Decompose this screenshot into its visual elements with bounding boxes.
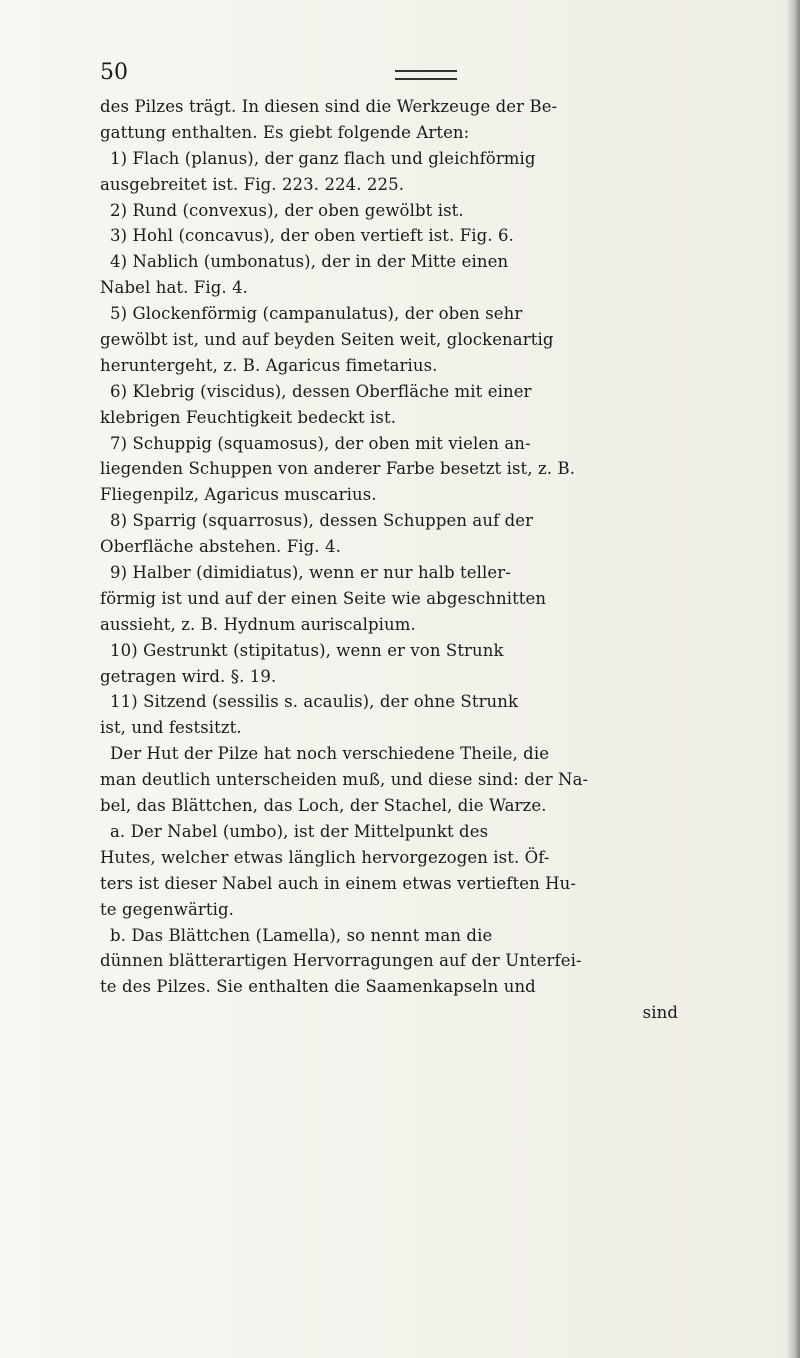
- list-item-9: 9) Halber (dimidiatus), wenn er nur halb teller-: [110, 563, 511, 583]
- text-line: liegenden Schuppen von anderer Farbe besetzt ist, z. B.: [100, 459, 576, 479]
- text-line: Fliegenpilz, Agaricus muscarius.: [100, 485, 377, 505]
- subitem-b: b. Das Blättchen (Lamella), so nennt man die: [110, 925, 493, 945]
- text-line: ausgebreitet ist. Fig. 223. 224. 225.: [100, 174, 405, 194]
- page-number: 50: [100, 60, 128, 85]
- text-line: förmig ist und auf der einen Seite wie abgeschnitten: [100, 588, 547, 608]
- list-item-7: 7) Schuppig (squamosus), der oben mit vielen an-: [110, 433, 531, 453]
- text-line: getragen wird. §. 19.: [100, 666, 277, 686]
- list-item-6: 6) Klebrig (viscidus), dessen Oberfläche mit einer: [110, 381, 532, 401]
- text-line: te gegenwärtig.: [100, 899, 234, 919]
- text-line: Oberfläche abstehen. Fig. 4.: [100, 537, 341, 557]
- text-line: Nabel hat. Fig. 4.: [100, 278, 249, 298]
- text-line: des Pilzes trägt. In diesen sind die Werkzeuge der Be-: [100, 97, 558, 116]
- text-line: gewölbt ist, und auf beyden Seiten weit, glockenartig: [100, 330, 554, 350]
- list-item-3: 3) Hohl (concavus), der oben vertieft ist. Fig. 6.: [110, 226, 514, 246]
- text-line: heruntergeht, z. B. Agaricus fimetarius.: [100, 355, 438, 375]
- text-line: gattung enthalten. Es giebt folgende Arten:: [100, 122, 470, 142]
- list-item-5: 5) Glockenförmig (campanulatus), der oben sehr: [110, 304, 523, 324]
- subitem-a: a. Der Nabel (umbo), ist der Mittelpunkt des: [110, 821, 489, 841]
- text-line: dünnen blätterartigen Hervorragungen auf der Unterfei-: [100, 951, 582, 971]
- list-item-8: 8) Sparrig (squarrosus), dessen Schuppen auf der: [110, 511, 534, 531]
- text-line: ters ist dieser Nabel auch in einem etwas vertieften Hu-: [100, 873, 577, 893]
- text-line: aussieht, z. B. Hydnum auriscalpium.: [100, 614, 416, 634]
- list-item-4: 4) Nablich (umbonatus), der in der Mitte einen: [110, 252, 509, 272]
- header-rule: [395, 70, 457, 80]
- body-text: [100, 94, 740, 1026]
- list-item-11: 11) Sitzend (sessilis s. acaulis), der ohne Strunk: [110, 692, 519, 712]
- text-line: te des Pilzes. Sie enthalten die Saamenkapseln und: [100, 977, 536, 997]
- catchword: sind: [642, 1003, 678, 1023]
- list-item-10: 10) Gestrunkt (stipitatus), wenn er von Strunk: [110, 640, 504, 660]
- page-edge-shadow: [786, 0, 800, 1358]
- text-line: Hutes, welcher etwas länglich hervorgezogen ist. Öf-: [100, 847, 550, 867]
- text-line: klebrigen Feuchtigkeit bedeckt ist.: [100, 407, 397, 427]
- text-line: man deutlich unterscheiden muß, und diese sind: der Na-: [100, 770, 589, 790]
- list-item-1: 1) Flach (planus), der ganz flach und gleichförmig: [110, 148, 536, 168]
- text-line: ist, und festsitzt.: [100, 718, 242, 738]
- list-item-2: 2) Rund (convexus), der oben gewölbt ist.: [110, 200, 464, 220]
- text-line: bel, das Blättchen, das Loch, der Stachel, die Warze.: [100, 796, 547, 816]
- paragraph-start: Der Hut der Pilze hat noch verschiedene Theile, die: [110, 744, 550, 764]
